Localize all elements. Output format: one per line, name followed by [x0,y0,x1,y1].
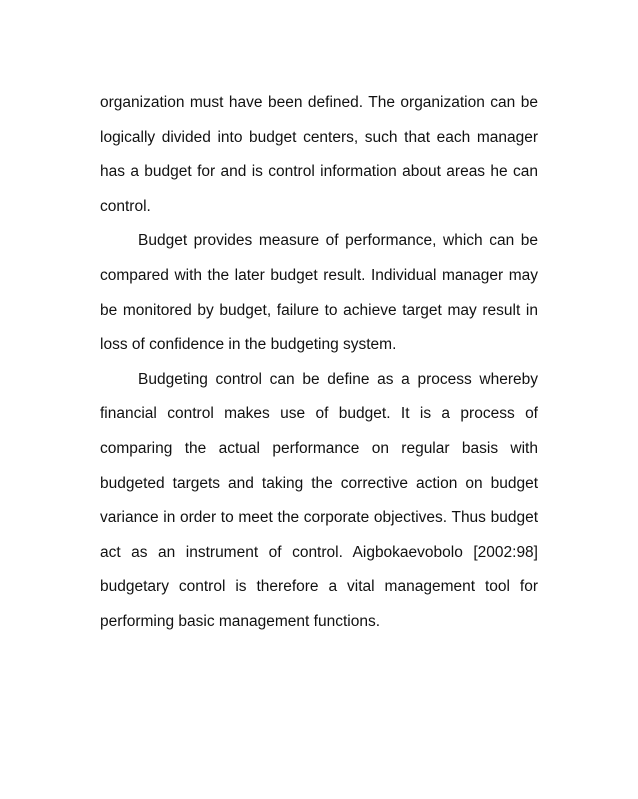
text-line: control. [100,197,151,215]
text-line: compared with the later budget result. Individual manager may [100,266,538,284]
text-line: budgetary control is therefore a vital management tool for [100,578,538,596]
text-line: loss of confidence in the budgeting system. [100,336,397,354]
text-line: Budget provides measure of performance, which can be [138,232,538,250]
text-line: be monitored by budget, failure to achieve target may result in [100,301,538,319]
text-line: performing basic management functions. [100,612,381,630]
text-line: has a budget for and is control information about areas he can [100,163,538,181]
text-line: Budgeting control can be define as a process whereby [138,370,538,388]
text-line: variance in order to meet the corporate objectives. Thus budget [100,509,538,527]
text-line: financial control makes use of budget. It is a process of [100,405,538,423]
text-line: act as an instrument of control. Aigbokaevobolo [2002:98] [100,543,538,561]
text-line: budgeted targets and taking the corrective action on budget [100,474,538,492]
text-line: logically divided into budget centers, such that each manager [100,128,538,146]
body-text [100,86,538,640]
text-line: comparing the actual performance on regular basis with [100,439,538,457]
text-line: organization must have been defined. The organization can be [100,94,538,111]
